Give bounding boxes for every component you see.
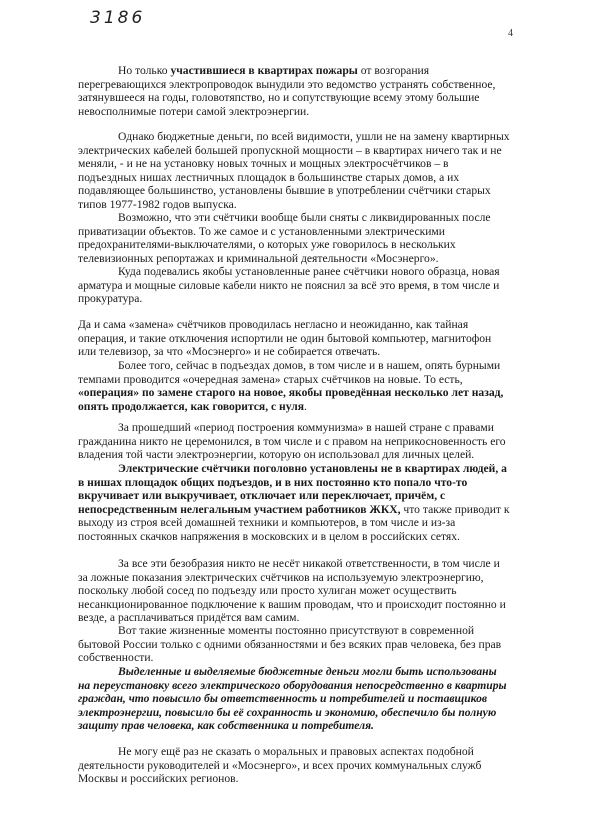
paragraph-segment: Более того, сейчас в подъездах домов, в том числе и в нашем, опять бурными темпами проводится «очередная замена» старых счётчиков на новые. То есть, [78, 359, 501, 386]
paragraph-segment: За все эти безобразия никто не несёт никакой ответственности, в том числе и за ложные показания электрических счётчиков на используемую электроэнергию, поскольку любой сосед по подъезду или просто хулиган может осуществить несанкционированное подключение к вашим проводам, что и происходит постоянно и везде, а расплачиваться придётся вам самим. [78, 557, 506, 625]
paragraph-p10 [78, 624, 510, 665]
paragraph-p5 [78, 318, 510, 359]
paragraph-segment: Да и сама «замена» счётчиков проводилась негласно и неожиданно, как тайная операция, и такие отключения испортили не один бытовой компьютер, магнитофон или телевизор, за что «Мосэнерго» и не собирается отвечать. [78, 318, 492, 359]
paragraph-p11 [78, 665, 510, 733]
paragraph-segment: Не могу ещё раз не сказать о моральных и правовых аспектах подобной деятельности руководителей и «Мосэнерго», и всех прочих коммунальных служб Москвы и российских регионов. [78, 745, 482, 786]
paragraph-p1 [78, 64, 510, 118]
paragraph-segment: участившиеся в квартирах пожары [170, 64, 358, 77]
paragraph-segment: «операция» по замене старого на новое, якобы проведённая несколько лет назад, опять продолжается, как говорится, с нуля [78, 386, 504, 413]
paragraph-segment: Но только [118, 64, 171, 77]
paragraph-p2 [78, 130, 510, 212]
page-number: 4 [508, 28, 513, 39]
paragraph-segment: что также приводит к выходу из строя всей домашней техники и компьютеров, в том числе и из-за постоянных скачков напряжения в московских и в целом в российских сетях. [78, 502, 510, 543]
paragraph-segment: Однако бюджетные деньги, по всей видимости, ушли не на замену квартирных электрических кабелей большей пропускной мощности – в квартирах ничего так и не меняли, - и не на установку новых точных и мощных электросчётчиков – в подъездных нишах лестничных площадок в большинстве старых домов, а их подавляющее большинство, установлены бывшие в употреблении счётчики старых типов 1977-1982 годов выпуска. [78, 130, 510, 211]
paragraph-segment: За прошедший «период построения коммунизма» в нашей стране с правами гражданина никто не церемонился, в том числе и с правом на неприкосновенность его владения той части электроэнергии, которую он использовал для личных целей. [78, 421, 506, 462]
paragraph-segment: Вот такие жизненные моменты постоянно присутствуют в современной бытовой России только с одними обязанностями и без всяких прав человека, без прав собственности. [78, 624, 502, 665]
paragraph-p4 [78, 265, 510, 306]
paragraph-p9 [78, 557, 510, 625]
handwritten-number: 3186 [90, 8, 146, 28]
paragraph-p7 [78, 421, 510, 462]
paragraph-segment: от возгорания перегревающихся электропроводок вынудили это ведомство устранять собственное, затянувшееся на годы, головотяпство, но и сопутствующие всему этому большие невосполнимые потери самой электроэнергии. [78, 64, 496, 118]
paragraph-p6 [78, 359, 510, 413]
paragraph-segment: Куда подевались якобы установленные ранее счётчики нового образца, новая арматура и мощные силовые кабели никто не пояснил за всё это время, в том числе и прокуратура. [78, 265, 500, 306]
paragraph-segment: Электрические счётчики поголовно установлены не в квартирах людей, а в нишах площадок общих подъездов, и в них постоянно кто попало что-то вкручивает или выкручивает, отключает или переключает, причём, с непосредственным нелегальным участием работников ЖКХ, [78, 462, 507, 516]
paragraph-segment: Выделенные и выделяемые бюджетные деньги могли быть использованы на переустановку всего электрического оборудования непосредственно в квартиры граждан, что повысило бы ответственность и потребителей и поставщиков электроэнергии, повысило бы её сохранность и экономию, обеспечило бы полную защиту прав человека, как собственника и потребителя. [78, 665, 507, 733]
paragraph-segment: . [304, 399, 307, 413]
paragraph-p3 [78, 211, 510, 265]
paragraph-segment: Возможно, что эти счётчики вообще были сняты с ликвидированных после приватизации объектов. То же самое и с установленными электрическими предохранителями-выключателями, о которых уже говорилось в нескольких телевизионных репортажах и криминальной деятельности «Мосэнерго». [78, 211, 491, 265]
paragraph-p12 [78, 745, 510, 786]
paragraph-p8 [78, 462, 510, 544]
